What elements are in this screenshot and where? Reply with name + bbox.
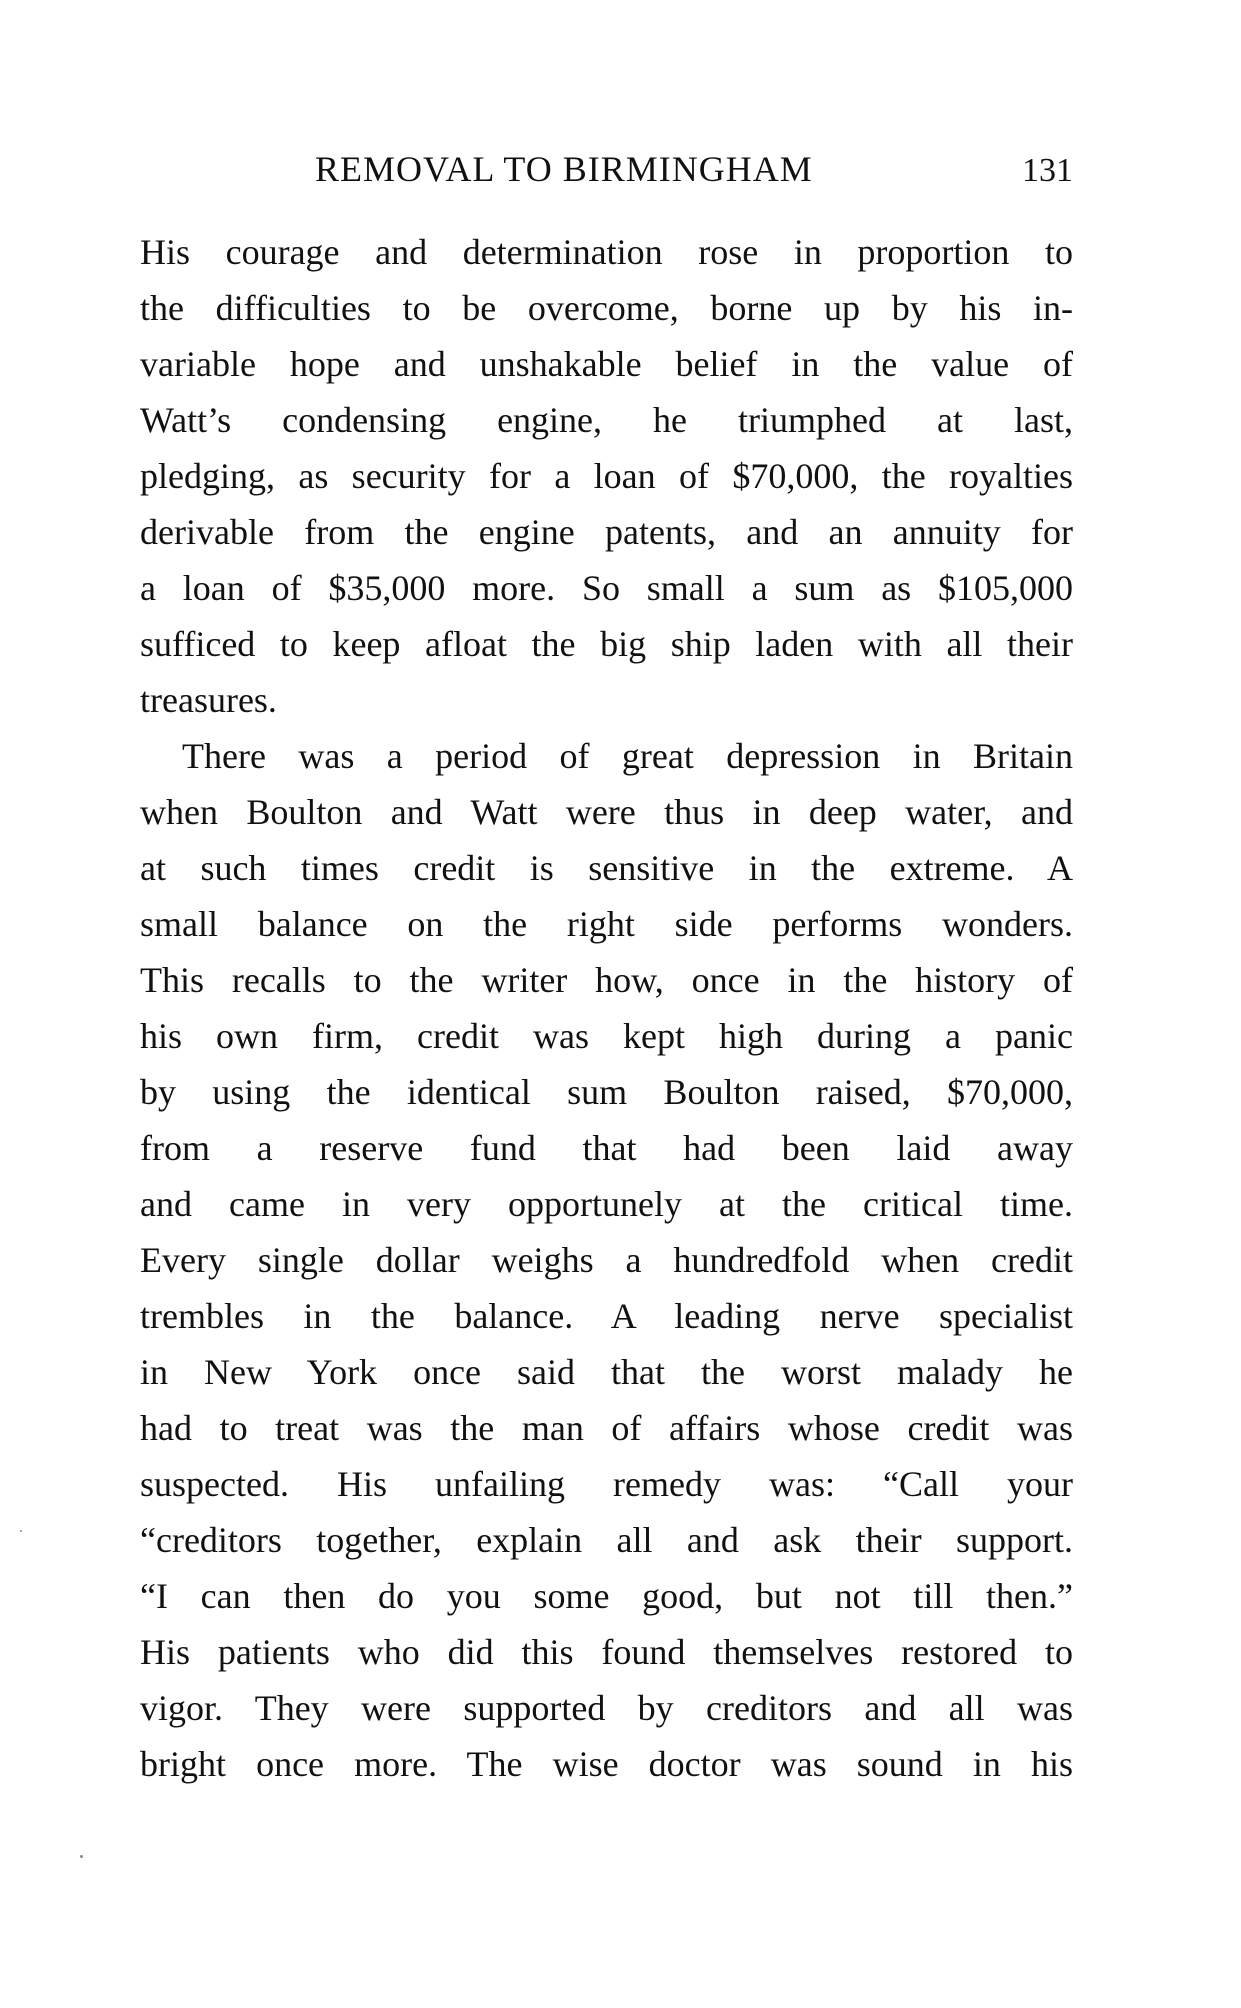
text-line: and came in very opportunely at the critical time. [140,1184,1073,1224]
paragraph-2 [140,728,1073,1792]
scan-speck [80,1855,83,1858]
text-line: bright once more. The wise doctor was sound in his [140,1744,1073,1784]
text-line: vigor. They were supported by creditors and all was [140,1688,1073,1728]
text-line: a loan of $35,000 more. So small a sum as $105,000 [140,568,1073,608]
text-line: Every single dollar weighs a hundredfold when credit [140,1240,1073,1280]
text-line: trembles in the balance. A leading nerve specialist [140,1296,1073,1336]
text-line: sufficed to keep afloat the big ship laden with all their [140,624,1073,664]
text-line: in New York once said that the worst malady he [140,1352,1073,1392]
page-number: 131 [1022,152,1073,189]
text-line: at such times credit is sensitive in the extreme. A [140,848,1073,888]
scan-speck [20,1530,22,1532]
text-line: treasures. [140,680,277,720]
text-line: Watt’s condensing engine, he triumphed at last, [140,400,1073,440]
text-line: his own firm, credit was kept high during a panic [140,1016,1073,1056]
text-line: the difficulties to be overcome, borne up by his in- [140,288,1073,328]
text-line: from a reserve fund that had been laid away [140,1128,1073,1168]
paragraph-1 [140,224,1073,728]
text-line: “I can then do you some good, but not till then.” [140,1576,1073,1616]
text-line: variable hope and unshakable belief in the value of [140,344,1073,384]
running-title: REMOVAL TO BIRMINGHAM [315,149,813,189]
text-line: There was a period of great depression in Britain [182,736,1073,776]
text-line: “creditors together, explain all and ask their support. [140,1520,1073,1560]
text-line: pledging, as security for a loan of $70,000, the royalties [140,456,1073,496]
text-line: derivable from the engine patents, and an annuity for [140,512,1073,552]
body-text [140,224,1073,1792]
text-line: suspected. His unfailing remedy was: “Call your [140,1464,1073,1504]
text-line: This recalls to the writer how, once in the history of [140,960,1073,1000]
text-line: had to treat was the man of affairs whose credit was [140,1408,1073,1448]
text-line: when Boulton and Watt were thus in deep water, and [140,792,1073,832]
text-line: small balance on the right side performs wonders. [140,904,1073,944]
text-line: by using the identical sum Boulton raised, $70,000, [140,1072,1073,1112]
running-head [140,148,1073,198]
text-line: His courage and determination rose in proportion to [140,232,1073,272]
text-line: His patients who did this found themselves restored to [140,1632,1073,1672]
